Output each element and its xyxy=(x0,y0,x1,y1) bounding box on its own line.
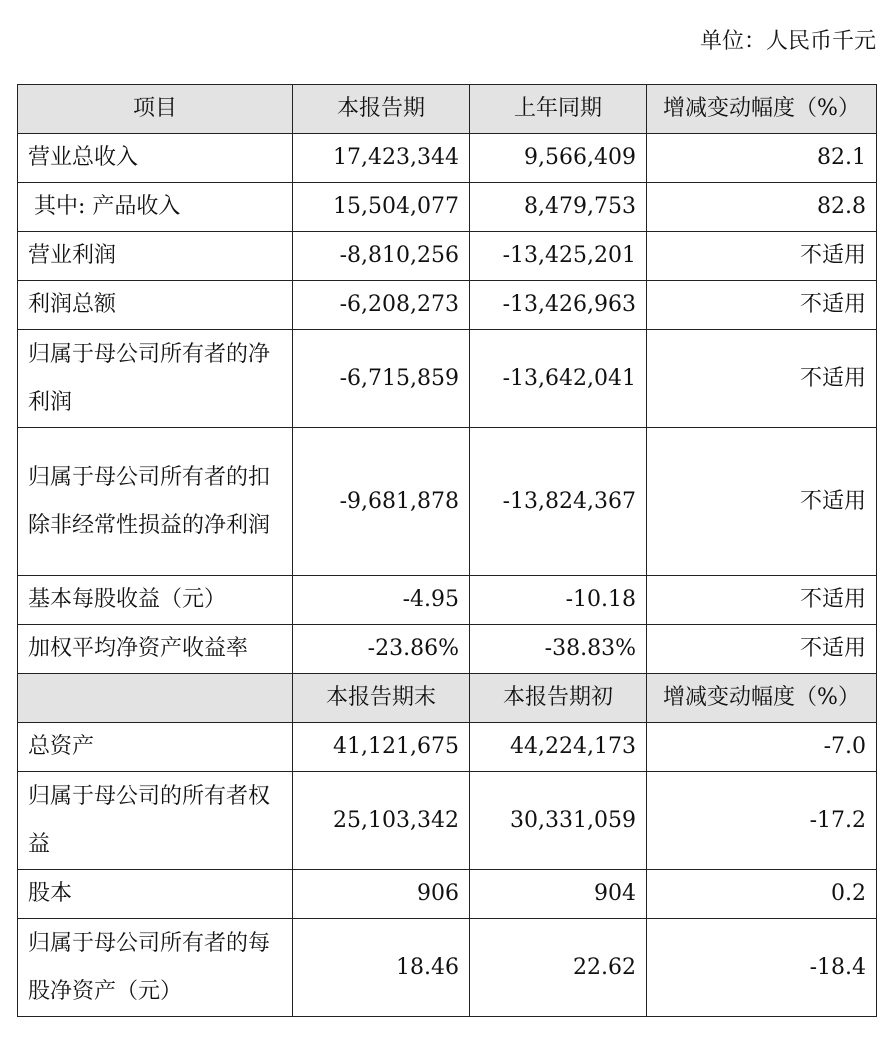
row-label xyxy=(18,183,293,232)
header-prior-period: 上年同期 xyxy=(470,85,647,134)
row-label: 基本每股收益（元） xyxy=(18,576,293,625)
row-label: 归属于母公司所有者的净利润 xyxy=(18,330,293,428)
row-label: 营业总收入 xyxy=(18,134,293,183)
unit-label: 单位：人民币千元 xyxy=(699,29,876,54)
row-change: -18.4 xyxy=(647,919,877,1017)
row-prior: 8,479,753 xyxy=(470,183,647,232)
table-row xyxy=(18,232,877,281)
table-header-row xyxy=(18,85,877,134)
row-change: 不适用 xyxy=(647,428,877,576)
row-prior: -38.83% xyxy=(470,625,647,674)
row-current: -8,810,256 xyxy=(293,232,470,281)
subheader-period-end: 本报告期末 xyxy=(293,674,470,723)
subheader-change: 增减变动幅度（%） xyxy=(647,674,877,723)
row-current: -9,681,878 xyxy=(293,428,470,576)
table-row xyxy=(18,183,877,232)
row-label: 归属于母公司的所有者权益 xyxy=(18,772,293,870)
row-prior: 22.62 xyxy=(470,919,647,1017)
table-row xyxy=(18,428,877,576)
row-current: -23.86% xyxy=(293,625,470,674)
row-prior: -13,425,201 xyxy=(470,232,647,281)
row-label: 归属于母公司所有者的每股净资产（元） xyxy=(18,919,293,1017)
row-current: 15,504,077 xyxy=(293,183,470,232)
row-label: 营业利润 xyxy=(18,232,293,281)
row-current: -6,715,859 xyxy=(293,330,470,428)
row-current: 41,121,675 xyxy=(293,723,470,772)
table-subheader-row xyxy=(18,674,877,723)
row-current: 18.46 xyxy=(293,919,470,1017)
row-prior: -13,824,367 xyxy=(470,428,647,576)
row-label: 归属于母公司所有者的扣除非经常性损益的净利润 xyxy=(18,428,293,576)
table-row xyxy=(18,919,877,1017)
row-current: 25,103,342 xyxy=(293,772,470,870)
header-change: 增减变动幅度（%） xyxy=(647,85,877,134)
row-change: 82.8 xyxy=(647,183,877,232)
row-current: 906 xyxy=(293,870,470,919)
row-prior: -10.18 xyxy=(470,576,647,625)
header-current-period: 本报告期 xyxy=(293,85,470,134)
table-row xyxy=(18,576,877,625)
row-change: 不适用 xyxy=(647,281,877,330)
row-change: 不适用 xyxy=(647,625,877,674)
table-row xyxy=(18,870,877,919)
row-change: 82.1 xyxy=(647,134,877,183)
row-label: 利润总额 xyxy=(18,281,293,330)
table-row xyxy=(18,723,877,772)
subheader-period-start: 本报告期初 xyxy=(470,674,647,723)
row-change: 不适用 xyxy=(647,330,877,428)
row-change: 0.2 xyxy=(647,870,877,919)
row-current: 17,423,344 xyxy=(293,134,470,183)
row-current: -4.95 xyxy=(293,576,470,625)
table-row xyxy=(18,772,877,870)
row-change: -17.2 xyxy=(647,772,877,870)
row-prior: -13,426,963 xyxy=(470,281,647,330)
row-prior: 30,331,059 xyxy=(470,772,647,870)
row-prior: 904 xyxy=(470,870,647,919)
row-change: 不适用 xyxy=(647,232,877,281)
row-change: -7.0 xyxy=(647,723,877,772)
row-prior: 9,566,409 xyxy=(470,134,647,183)
header-item: 项目 xyxy=(18,85,293,134)
row-label-text: 其中: 产品收入 xyxy=(34,194,181,219)
row-prior: 44,224,173 xyxy=(470,723,647,772)
row-label: 加权平均净资产收益率 xyxy=(18,625,293,674)
subheader-item xyxy=(18,674,293,723)
row-current: -6,208,273 xyxy=(293,281,470,330)
table-row xyxy=(18,134,877,183)
row-label: 股本 xyxy=(18,870,293,919)
table-row xyxy=(18,625,877,674)
row-prior: -13,642,041 xyxy=(470,330,647,428)
row-label: 总资产 xyxy=(18,723,293,772)
table-row xyxy=(18,281,877,330)
financial-summary-table xyxy=(17,84,877,1017)
row-change: 不适用 xyxy=(647,576,877,625)
table-row xyxy=(18,330,877,428)
